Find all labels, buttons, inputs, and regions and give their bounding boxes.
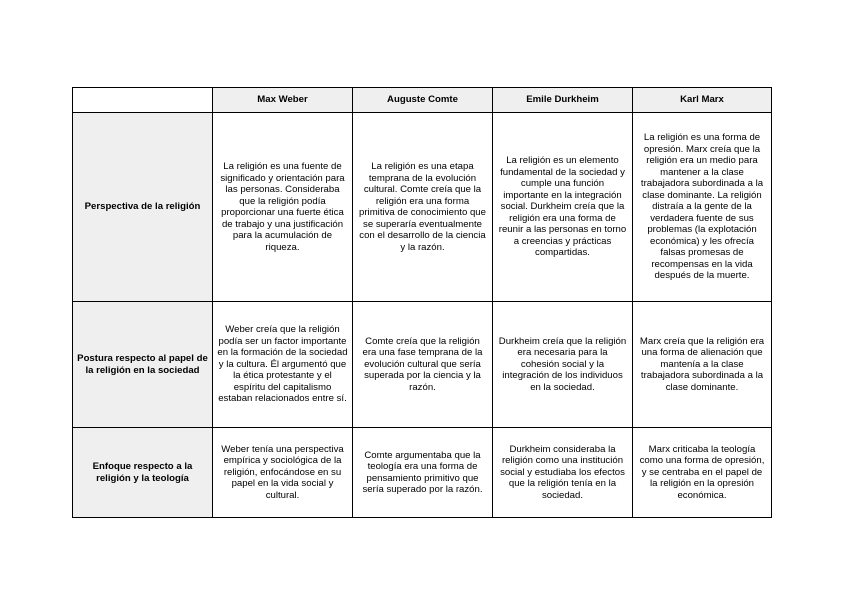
column-header-durkheim: Emile Durkheim — [493, 88, 633, 113]
table-cell: Weber tenía una perspectiva empírica y sociológica de la religión, enfocándose en su papel en la vida social y cultural. — [213, 428, 353, 518]
table-cell: Durkheim consideraba la religión como una institución social y estudiaba los efectos que la religión tenía en la sociedad. — [493, 428, 633, 518]
table-cell: La religión es una fuente de significado y orientación para las personas. Consideraba que la religión podía proporcionar una fuerte ética de trabajo y una justificación para la acumulación de riqueza. — [213, 113, 353, 302]
table-cell: Comte creía que la religión era una fase temprana de la evolución cultural que sería superada por la ciencia y la razón. — [353, 302, 493, 428]
table-cell: Durkheim creía que la religión era necesaria para la cohesión social y la integración de los individuos en la sociedad. — [493, 302, 633, 428]
table-cell: Marx criticaba la teología como una forma de opresión, y se centraba en el papel de la religión en la opresión económica. — [633, 428, 772, 518]
row-header-enfoque: Enfoque respecto a la religión y la teología — [73, 428, 213, 518]
table-cell: Comte argumentaba que la teología era una forma de pensamiento primitivo que sería superado por la razón. — [353, 428, 493, 518]
table-row — [73, 113, 772, 302]
table-cell: La religión es una forma de opresión. Marx creía que la religión era un medio para mantener a la clase trabajadora subordinada a la clase dominante. La religión distraía a la gente de la verdadera fuente de sus problemas (la explotación económica) y les ofrecía falsas promesas de recompensas en la vida después de la muerte. — [633, 113, 772, 302]
column-header-comte: Auguste Comte — [353, 88, 493, 113]
table-cell: Weber creía que la religión podía ser un factor importante en la formación de la sociedad y la cultura. Él argumentó que la ética protestante y el espíritu del capitalismo estaban relacionados entre sí. — [213, 302, 353, 428]
table-row — [73, 428, 772, 518]
table-header-row — [73, 88, 772, 113]
row-header-postura: Postura respecto al papel de la religión en la sociedad — [73, 302, 213, 428]
table-cell: La religión es una etapa temprana de la evolución cultural. Comte creía que la religión era una forma primitiva de conocimiento que se superaría eventualmente con el desarrollo de la ciencia y la razón. — [353, 113, 493, 302]
corner-cell — [73, 88, 213, 113]
row-header-perspectiva: Perspectiva de la religión — [73, 113, 213, 302]
column-header-weber: Max Weber — [213, 88, 353, 113]
table-cell: Marx creía que la religión era una forma de alienación que mantenía a la clase trabajadora subordinada a la clase dominante. — [633, 302, 772, 428]
table-row — [73, 302, 772, 428]
comparison-table — [72, 87, 772, 518]
column-header-marx: Karl Marx — [633, 88, 772, 113]
table-cell: La religión es un elemento fundamental de la sociedad y cumple una función importante en la integración social. Durkheim creía que la religión era una forma de reunir a las personas en torno a creencias y prácticas compartidas. — [493, 113, 633, 302]
